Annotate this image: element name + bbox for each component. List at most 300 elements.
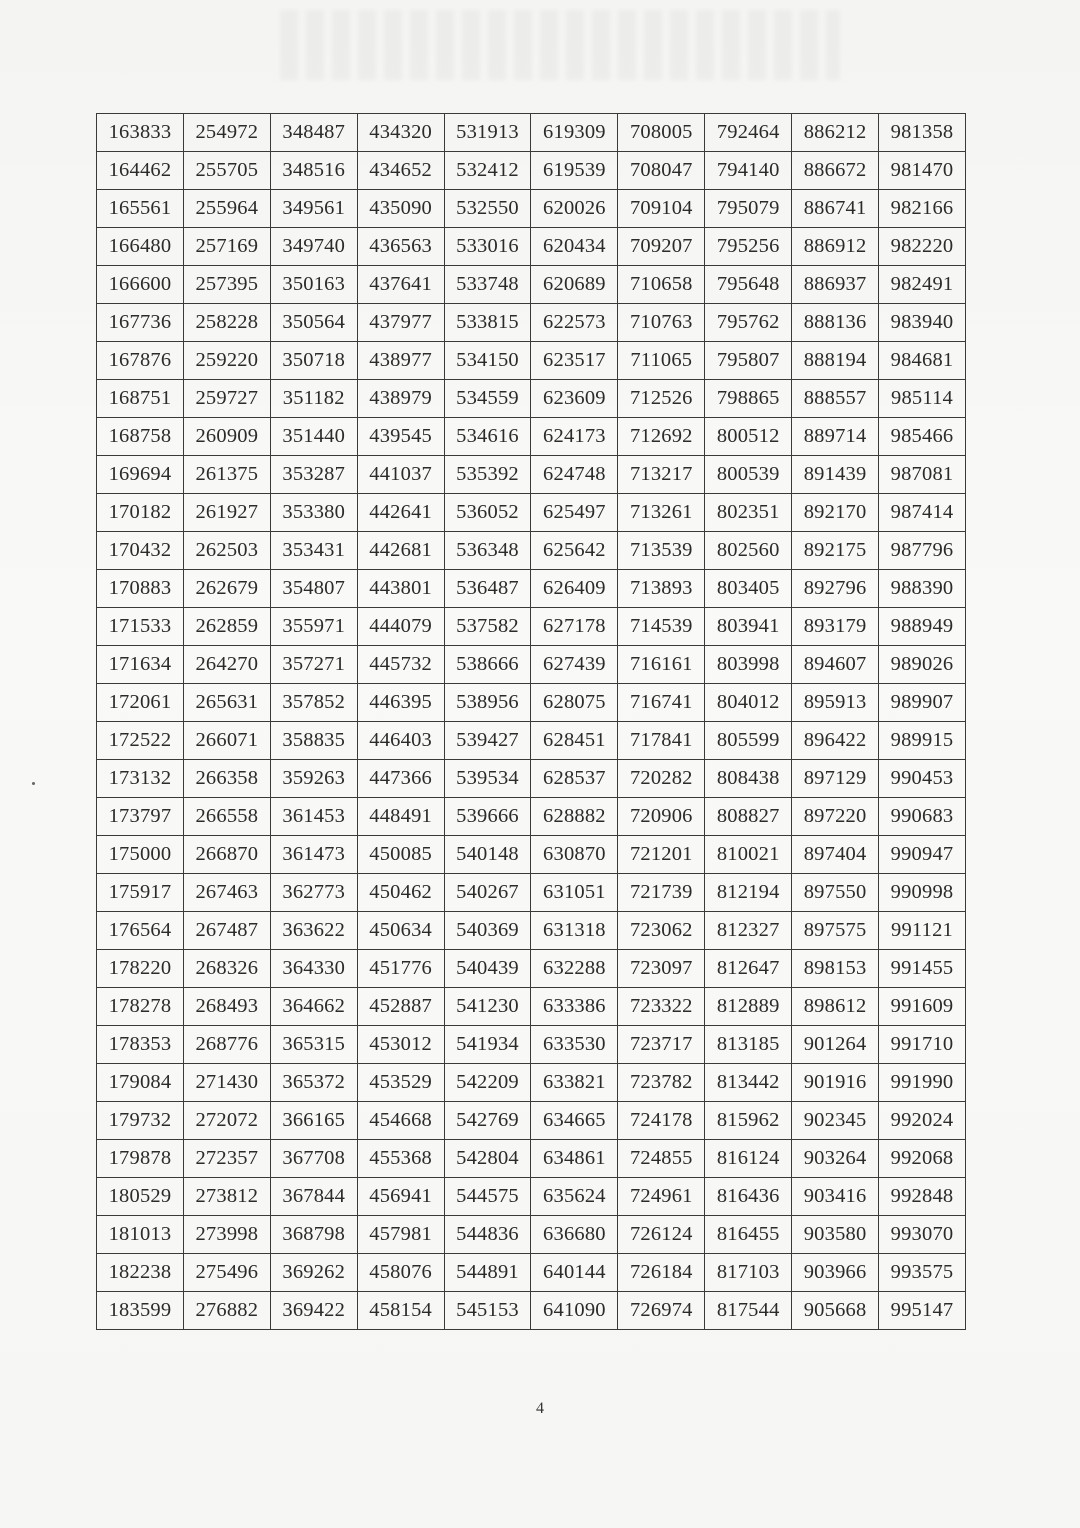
table-cell: 273812 (183, 1178, 270, 1216)
table-row (97, 1064, 966, 1102)
table-cell: 538666 (444, 646, 531, 684)
table-cell: 170432 (97, 532, 184, 570)
table-cell: 990453 (879, 760, 966, 798)
table-cell: 891439 (792, 456, 879, 494)
table-cell: 168758 (97, 418, 184, 456)
table-cell: 993070 (879, 1216, 966, 1254)
table-cell: 984681 (879, 342, 966, 380)
table-cell: 268493 (183, 988, 270, 1026)
table-cell: 795648 (705, 266, 792, 304)
table-cell: 272072 (183, 1102, 270, 1140)
table-cell: 800512 (705, 418, 792, 456)
table-cell: 633386 (531, 988, 618, 1026)
table-cell: 812327 (705, 912, 792, 950)
table-row (97, 722, 966, 760)
table-cell: 178220 (97, 950, 184, 988)
table-cell: 450634 (357, 912, 444, 950)
table-cell: 991990 (879, 1064, 966, 1102)
table-cell: 259220 (183, 342, 270, 380)
table-cell: 716161 (618, 646, 705, 684)
table-cell: 993575 (879, 1254, 966, 1292)
table-cell: 723322 (618, 988, 705, 1026)
table-cell: 710763 (618, 304, 705, 342)
table-cell: 266071 (183, 722, 270, 760)
table-cell: 905668 (792, 1292, 879, 1330)
table-cell: 989026 (879, 646, 966, 684)
table-cell: 889714 (792, 418, 879, 456)
table-cell: 795762 (705, 304, 792, 342)
table-cell: 624748 (531, 456, 618, 494)
table-cell: 450085 (357, 836, 444, 874)
table-cell: 167736 (97, 304, 184, 342)
table-cell: 542209 (444, 1064, 531, 1102)
table-cell: 268776 (183, 1026, 270, 1064)
table-cell: 261375 (183, 456, 270, 494)
table-cell: 166600 (97, 266, 184, 304)
table-cell: 181013 (97, 1216, 184, 1254)
table-row (97, 114, 966, 152)
table-cell: 624173 (531, 418, 618, 456)
table-cell: 544891 (444, 1254, 531, 1292)
table-cell: 275496 (183, 1254, 270, 1292)
table-cell: 532412 (444, 152, 531, 190)
table-cell: 620434 (531, 228, 618, 266)
table-cell: 886212 (792, 114, 879, 152)
table-cell: 815962 (705, 1102, 792, 1140)
table-cell: 708047 (618, 152, 705, 190)
table-cell: 450462 (357, 874, 444, 912)
table-cell: 888557 (792, 380, 879, 418)
table-cell: 897575 (792, 912, 879, 950)
table-cell: 260909 (183, 418, 270, 456)
table-cell: 716741 (618, 684, 705, 722)
table-cell: 817544 (705, 1292, 792, 1330)
table-cell: 630870 (531, 836, 618, 874)
table-row (97, 988, 966, 1026)
number-table-body (97, 114, 966, 1330)
table-cell: 897220 (792, 798, 879, 836)
table-row (97, 418, 966, 456)
table-cell: 625642 (531, 532, 618, 570)
table-cell: 888194 (792, 342, 879, 380)
table-cell: 619309 (531, 114, 618, 152)
table-cell: 720906 (618, 798, 705, 836)
table-cell: 438979 (357, 380, 444, 418)
table-row (97, 152, 966, 190)
table-cell: 365372 (270, 1064, 357, 1102)
table-cell: 627178 (531, 608, 618, 646)
table-cell: 988949 (879, 608, 966, 646)
table-cell: 808438 (705, 760, 792, 798)
table-cell: 804012 (705, 684, 792, 722)
table-cell: 542804 (444, 1140, 531, 1178)
table-cell: 721201 (618, 836, 705, 874)
table-cell: 262859 (183, 608, 270, 646)
table-cell: 368798 (270, 1216, 357, 1254)
table-cell: 992848 (879, 1178, 966, 1216)
table-row (97, 608, 966, 646)
table-cell: 539666 (444, 798, 531, 836)
table-cell: 709104 (618, 190, 705, 228)
table-cell: 897550 (792, 874, 879, 912)
table-cell: 709207 (618, 228, 705, 266)
table-cell: 165561 (97, 190, 184, 228)
table-cell: 455368 (357, 1140, 444, 1178)
table-cell: 533016 (444, 228, 531, 266)
table-cell: 805599 (705, 722, 792, 760)
table-cell: 989915 (879, 722, 966, 760)
table-cell: 892170 (792, 494, 879, 532)
table-cell: 898612 (792, 988, 879, 1026)
table-cell: 164462 (97, 152, 184, 190)
table-cell: 717841 (618, 722, 705, 760)
table-cell: 261927 (183, 494, 270, 532)
table-cell: 163833 (97, 114, 184, 152)
table-cell: 903966 (792, 1254, 879, 1292)
table-cell: 720282 (618, 760, 705, 798)
table-cell: 435090 (357, 190, 444, 228)
table-cell: 901916 (792, 1064, 879, 1102)
table-cell: 990998 (879, 874, 966, 912)
table-cell: 536052 (444, 494, 531, 532)
table-cell: 726974 (618, 1292, 705, 1330)
table-row (97, 190, 966, 228)
table-cell: 349740 (270, 228, 357, 266)
table-cell: 723717 (618, 1026, 705, 1064)
table-cell: 897404 (792, 836, 879, 874)
table-cell: 353431 (270, 532, 357, 570)
table-row (97, 494, 966, 532)
table-cell: 983940 (879, 304, 966, 342)
table-cell: 538956 (444, 684, 531, 722)
table-cell: 634665 (531, 1102, 618, 1140)
table-cell: 266558 (183, 798, 270, 836)
table-cell: 723097 (618, 950, 705, 988)
table-row (97, 1102, 966, 1140)
table-cell: 446403 (357, 722, 444, 760)
table-cell: 545153 (444, 1292, 531, 1330)
table-cell: 620026 (531, 190, 618, 228)
table-cell: 357852 (270, 684, 357, 722)
table-cell: 540369 (444, 912, 531, 950)
table-cell: 534150 (444, 342, 531, 380)
table-cell: 641090 (531, 1292, 618, 1330)
table-cell: 349561 (270, 190, 357, 228)
table-cell: 800539 (705, 456, 792, 494)
table-cell: 353380 (270, 494, 357, 532)
table-cell: 434652 (357, 152, 444, 190)
table-cell: 888136 (792, 304, 879, 342)
table-cell: 795079 (705, 190, 792, 228)
table-cell: 366165 (270, 1102, 357, 1140)
table-row (97, 912, 966, 950)
table-cell: 178278 (97, 988, 184, 1026)
table-cell: 348516 (270, 152, 357, 190)
table-cell: 795807 (705, 342, 792, 380)
table-cell: 362773 (270, 874, 357, 912)
table-cell: 442641 (357, 494, 444, 532)
table-cell: 895913 (792, 684, 879, 722)
table-row (97, 570, 966, 608)
table-cell: 176564 (97, 912, 184, 950)
table-cell: 441037 (357, 456, 444, 494)
table-cell: 712526 (618, 380, 705, 418)
table-cell: 802560 (705, 532, 792, 570)
table-cell: 264270 (183, 646, 270, 684)
table-cell: 437641 (357, 266, 444, 304)
table-cell: 453012 (357, 1026, 444, 1064)
table-cell: 448491 (357, 798, 444, 836)
table-cell: 258228 (183, 304, 270, 342)
table-cell: 439545 (357, 418, 444, 456)
table-cell: 541934 (444, 1026, 531, 1064)
table-cell: 712692 (618, 418, 705, 456)
page-number: 4 (536, 1400, 544, 1417)
table-cell: 803998 (705, 646, 792, 684)
table-cell: 171533 (97, 608, 184, 646)
table-cell: 631318 (531, 912, 618, 950)
table-cell: 988390 (879, 570, 966, 608)
table-cell: 812647 (705, 950, 792, 988)
table-cell: 987081 (879, 456, 966, 494)
table-cell: 628075 (531, 684, 618, 722)
table-row (97, 798, 966, 836)
table-cell: 893179 (792, 608, 879, 646)
table-cell: 458154 (357, 1292, 444, 1330)
table-cell: 367844 (270, 1178, 357, 1216)
number-table (96, 113, 966, 1330)
table-cell: 802351 (705, 494, 792, 532)
table-cell: 816436 (705, 1178, 792, 1216)
table-cell: 365315 (270, 1026, 357, 1064)
table-cell: 902345 (792, 1102, 879, 1140)
table-cell: 903580 (792, 1216, 879, 1254)
table-cell: 173797 (97, 798, 184, 836)
table-cell: 350163 (270, 266, 357, 304)
table-cell: 536487 (444, 570, 531, 608)
table-cell: 981358 (879, 114, 966, 152)
table-cell: 794140 (705, 152, 792, 190)
table-row (97, 760, 966, 798)
table-cell: 355971 (270, 608, 357, 646)
table-cell: 458076 (357, 1254, 444, 1292)
table-cell: 539427 (444, 722, 531, 760)
table-cell: 628537 (531, 760, 618, 798)
table-cell: 272357 (183, 1140, 270, 1178)
table-cell: 167876 (97, 342, 184, 380)
table-cell: 990947 (879, 836, 966, 874)
table-cell: 990683 (879, 798, 966, 836)
table-cell: 544836 (444, 1216, 531, 1254)
table-cell: 623517 (531, 342, 618, 380)
table-cell: 816455 (705, 1216, 792, 1254)
table-cell: 369422 (270, 1292, 357, 1330)
table-cell: 454668 (357, 1102, 444, 1140)
table-cell: 898153 (792, 950, 879, 988)
table-row (97, 304, 966, 342)
table-cell: 632288 (531, 950, 618, 988)
table-row (97, 1178, 966, 1216)
table-cell: 903416 (792, 1178, 879, 1216)
table-cell: 623609 (531, 380, 618, 418)
table-cell: 351440 (270, 418, 357, 456)
table-cell: 531913 (444, 114, 531, 152)
table-cell: 813442 (705, 1064, 792, 1102)
table-cell: 267463 (183, 874, 270, 912)
table-cell: 350718 (270, 342, 357, 380)
table-cell: 625497 (531, 494, 618, 532)
table-row (97, 456, 966, 494)
faded-header-bleed (280, 10, 840, 80)
table-cell: 262503 (183, 532, 270, 570)
table-cell: 447366 (357, 760, 444, 798)
table-cell: 892796 (792, 570, 879, 608)
table-cell: 803405 (705, 570, 792, 608)
table-cell: 627439 (531, 646, 618, 684)
table-cell: 166480 (97, 228, 184, 266)
table-cell: 622573 (531, 304, 618, 342)
table-cell: 721739 (618, 874, 705, 912)
table-cell: 633530 (531, 1026, 618, 1064)
table-cell: 259727 (183, 380, 270, 418)
table-cell: 636680 (531, 1216, 618, 1254)
table-cell: 901264 (792, 1026, 879, 1064)
table-cell: 541230 (444, 988, 531, 1026)
table-cell: 534559 (444, 380, 531, 418)
table-cell: 453529 (357, 1064, 444, 1102)
table-cell: 273998 (183, 1216, 270, 1254)
table-cell: 991609 (879, 988, 966, 1026)
table-cell: 456941 (357, 1178, 444, 1216)
table-cell: 361473 (270, 836, 357, 874)
table-row (97, 1254, 966, 1292)
table-cell: 254972 (183, 114, 270, 152)
table-cell: 724178 (618, 1102, 705, 1140)
table-cell: 995147 (879, 1292, 966, 1330)
table-cell: 816124 (705, 1140, 792, 1178)
table-row (97, 1026, 966, 1064)
table-cell: 634861 (531, 1140, 618, 1178)
table-cell: 798865 (705, 380, 792, 418)
table-cell: 808827 (705, 798, 792, 836)
table-cell: 172061 (97, 684, 184, 722)
table-cell: 981470 (879, 152, 966, 190)
table-cell: 724961 (618, 1178, 705, 1216)
table-cell: 539534 (444, 760, 531, 798)
table-cell: 257169 (183, 228, 270, 266)
table-cell: 987796 (879, 532, 966, 570)
table-cell: 812194 (705, 874, 792, 912)
table-row (97, 1216, 966, 1254)
table-cell: 183599 (97, 1292, 184, 1330)
table-row (97, 266, 966, 304)
table-cell: 364662 (270, 988, 357, 1026)
table-cell: 724855 (618, 1140, 705, 1178)
scan-speck (32, 782, 35, 785)
table-cell: 711065 (618, 342, 705, 380)
table-cell: 542769 (444, 1102, 531, 1140)
table-cell: 271430 (183, 1064, 270, 1102)
table-cell: 540267 (444, 874, 531, 912)
table-cell: 991121 (879, 912, 966, 950)
table-cell: 178353 (97, 1026, 184, 1064)
table-cell: 175917 (97, 874, 184, 912)
table-cell: 179878 (97, 1140, 184, 1178)
table-cell: 457981 (357, 1216, 444, 1254)
table-cell: 540439 (444, 950, 531, 988)
table-cell: 817103 (705, 1254, 792, 1292)
table-cell: 353287 (270, 456, 357, 494)
table-cell: 982491 (879, 266, 966, 304)
table-row (97, 836, 966, 874)
table-cell: 354807 (270, 570, 357, 608)
table-cell: 348487 (270, 114, 357, 152)
table-cell: 812889 (705, 988, 792, 1026)
table-cell: 367708 (270, 1140, 357, 1178)
table-cell: 364330 (270, 950, 357, 988)
table-cell: 626409 (531, 570, 618, 608)
table-cell: 268326 (183, 950, 270, 988)
table-cell: 992068 (879, 1140, 966, 1178)
table-cell: 987414 (879, 494, 966, 532)
table-cell: 445732 (357, 646, 444, 684)
table-cell: 358835 (270, 722, 357, 760)
table-cell: 792464 (705, 114, 792, 152)
table-cell: 436563 (357, 228, 444, 266)
table-cell: 179084 (97, 1064, 184, 1102)
table-cell: 175000 (97, 836, 184, 874)
table-cell: 992024 (879, 1102, 966, 1140)
table-cell: 173132 (97, 760, 184, 798)
table-cell: 168751 (97, 380, 184, 418)
table-cell: 262679 (183, 570, 270, 608)
table-cell: 182238 (97, 1254, 184, 1292)
table-cell: 443801 (357, 570, 444, 608)
table-cell: 438977 (357, 342, 444, 380)
table-cell: 886912 (792, 228, 879, 266)
table-cell: 713539 (618, 532, 705, 570)
table-cell: 726184 (618, 1254, 705, 1292)
table-cell: 267487 (183, 912, 270, 950)
table-cell: 985114 (879, 380, 966, 418)
table-cell: 633821 (531, 1064, 618, 1102)
table-cell: 713261 (618, 494, 705, 532)
table-cell: 803941 (705, 608, 792, 646)
table-cell: 982166 (879, 190, 966, 228)
table-cell: 723782 (618, 1064, 705, 1102)
table-cell: 726124 (618, 1216, 705, 1254)
table-cell: 886741 (792, 190, 879, 228)
table-row (97, 874, 966, 912)
table-cell: 257395 (183, 266, 270, 304)
table-cell: 708005 (618, 114, 705, 152)
table-cell: 713893 (618, 570, 705, 608)
table-cell: 886937 (792, 266, 879, 304)
table-cell: 172522 (97, 722, 184, 760)
table-cell: 369262 (270, 1254, 357, 1292)
table-cell: 533748 (444, 266, 531, 304)
table-cell: 363622 (270, 912, 357, 950)
table-cell: 635624 (531, 1178, 618, 1216)
table-cell: 619539 (531, 152, 618, 190)
table-cell: 452887 (357, 988, 444, 1026)
table-row (97, 646, 966, 684)
table-cell: 266870 (183, 836, 270, 874)
table-row (97, 1292, 966, 1330)
table-cell: 442681 (357, 532, 444, 570)
table-cell: 446395 (357, 684, 444, 722)
table-cell: 169694 (97, 456, 184, 494)
